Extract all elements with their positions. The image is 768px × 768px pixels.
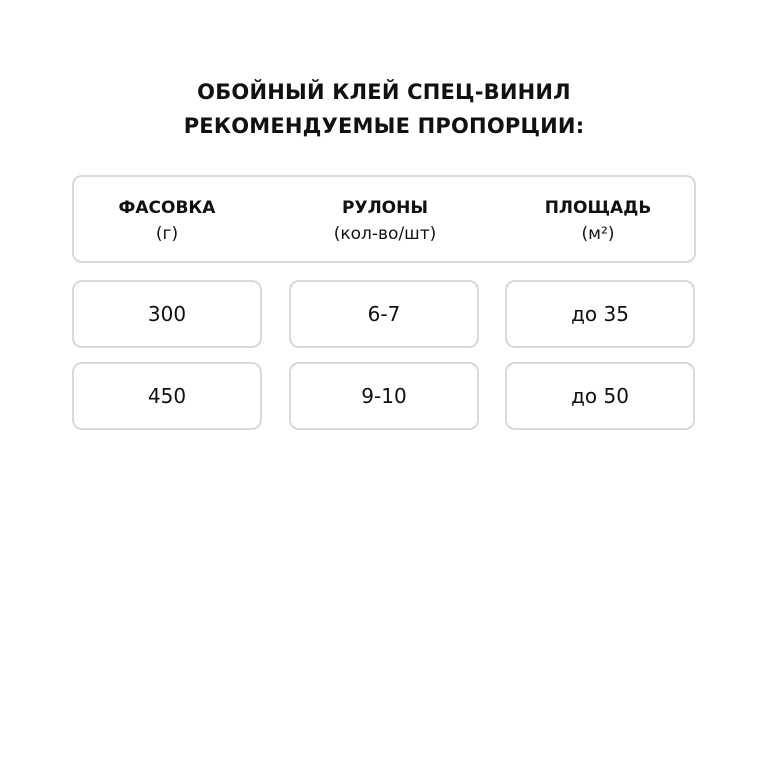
header-area bbox=[508, 195, 688, 247]
table-cell-rolls-row-1: 6-7 bbox=[289, 280, 479, 348]
table-cell-packaging-row-1: 300 bbox=[72, 280, 262, 348]
page-subtitle: РЕКОМЕНДУЕМЫЕ ПРОПОРЦИИ: bbox=[183, 114, 585, 138]
table-cell-area-row-1: до 35 bbox=[505, 280, 695, 348]
table-cell-area-row-2: до 50 bbox=[505, 362, 695, 430]
header-packaging-label: ФАСОВКА bbox=[118, 198, 216, 218]
header-rolls-unit: (кол-во/шт) bbox=[333, 224, 437, 244]
table-header bbox=[72, 175, 696, 263]
header-packaging bbox=[77, 195, 257, 247]
page-title-line-1: ОБОЙНЫЙ КЛЕЙ СПЕЦ-ВИНИЛ bbox=[197, 80, 571, 104]
header-area-unit: (м²) bbox=[581, 224, 615, 244]
header-rolls-label: РУЛОНЫ bbox=[342, 198, 428, 218]
table-cell-rolls-row-2: 9-10 bbox=[289, 362, 479, 430]
header-area-label: ПЛОЩАДЬ bbox=[544, 198, 652, 218]
table-cell-packaging-row-2: 450 bbox=[72, 362, 262, 430]
header-packaging-unit: (г) bbox=[155, 224, 179, 244]
header-rolls bbox=[295, 195, 475, 247]
